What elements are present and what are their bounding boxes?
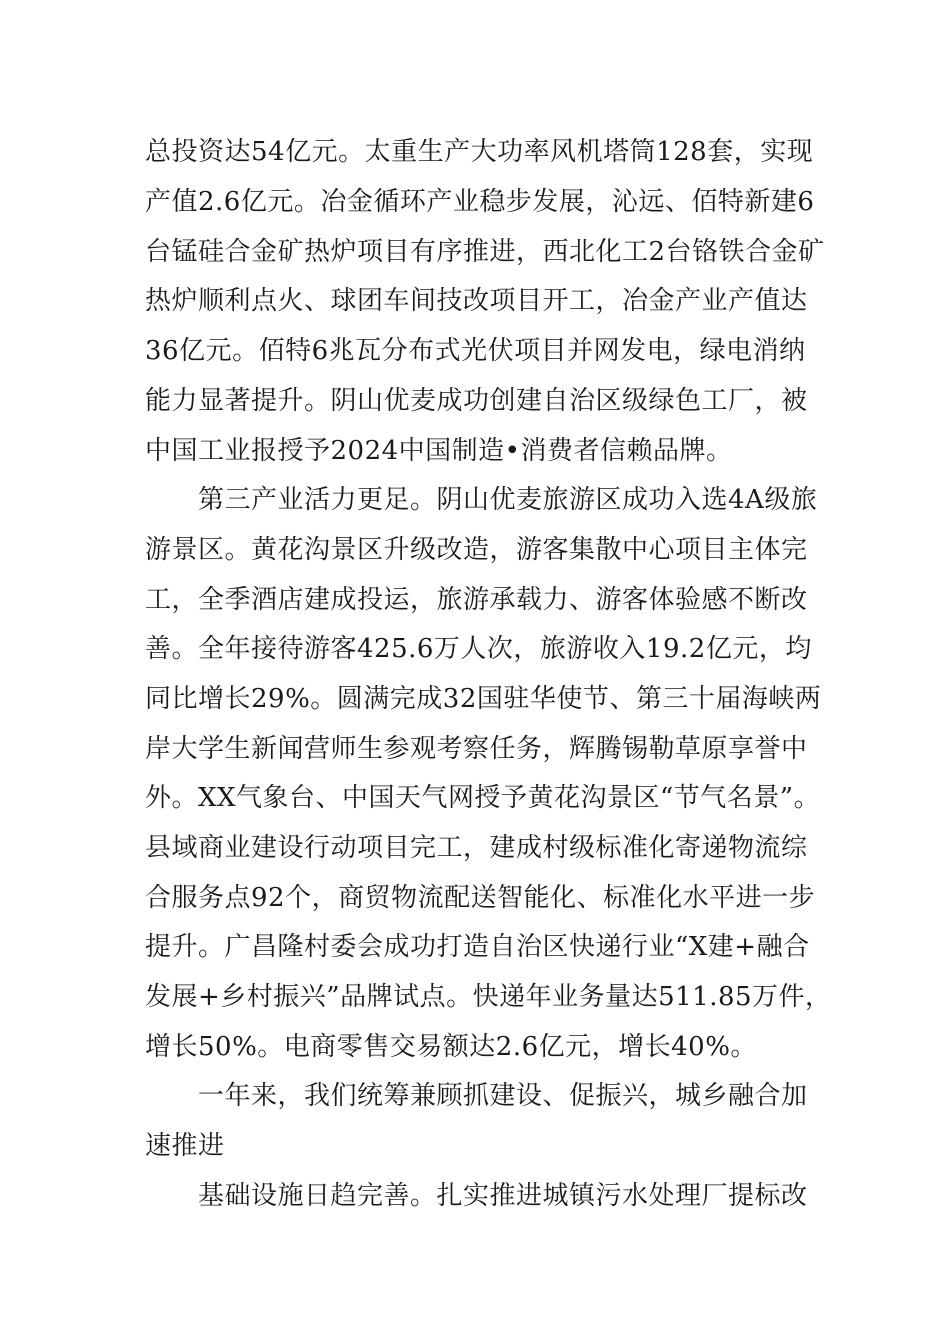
- text-line: 总投资达54亿元。太重生产大功率风机塔筒128套，实现: [145, 137, 814, 167]
- text-line: 热炉顺利点火、球团车间技改项目开工，冶金产业产值达: [145, 286, 808, 316]
- text-line: 增长50%。电商零售交易额达2.6亿元，增长40%。: [145, 1032, 757, 1062]
- text-line: 发展+乡村振兴”品牌试点。快递年业务量达511.85万件，: [145, 982, 832, 1012]
- text-line: 外。XX气象台、中国天气网授予黄花沟景区“节气名景”。: [145, 783, 821, 813]
- text-line: 台锰硅合金矿热炉项目有序推进，西北化工2台铬铁合金矿: [145, 237, 825, 267]
- paragraph-first-line: 基础设施日趋完善。扎实推进城镇污水处理厂提标改: [198, 1181, 808, 1211]
- text-line: 提升。广昌隆村委会成功打造自治区快递行业“X建+融合: [145, 932, 810, 962]
- text-line: 游景区。黄花沟景区升级改造，游客集散中心项目主体完: [145, 535, 808, 565]
- text-line: 善。全年接待游客425.6万人次，旅游收入19.2亿元，均: [145, 634, 812, 664]
- paragraph-first-line: 第三产业活力更足。阴山优麦旅游区成功入选4A级旅: [198, 485, 818, 515]
- text-line: 产值2.6亿元。冶金循环产业稳步发展，沁远、佰特新建6: [145, 187, 815, 217]
- text-line: 合服务点92个，商贸物流配送智能化、标准化水平进一步: [145, 883, 816, 913]
- text-line: 岸大学生新闻营师生参观考察任务，辉腾锡勒草原享誉中: [145, 734, 808, 764]
- text-line: 中国工业报授予2024中国制造•消费者信赖品牌。: [145, 436, 733, 466]
- text-line: 速推进: [145, 1131, 225, 1161]
- text-line: 工，全季酒店建成投运，旅游承载力、游客体验感不断改: [145, 585, 808, 615]
- text-line: 36亿元。佰特6兆瓦分布式光伏项目并网发电，绿电消纳: [145, 336, 806, 366]
- text-line: 同比增长29%。圆满完成32国驻华使节、第三十届海峡两: [145, 684, 822, 714]
- text-line: 能力显著提升。阴山优麦成功创建自治区级绿色工厂，被: [145, 386, 808, 416]
- paragraph-first-line: 一年来，我们统筹兼顾抓建设、促振兴，城乡融合加: [198, 1081, 808, 1111]
- text-line: 县域商业建设行动项目完工，建成村级标准化寄递物流综: [145, 833, 808, 863]
